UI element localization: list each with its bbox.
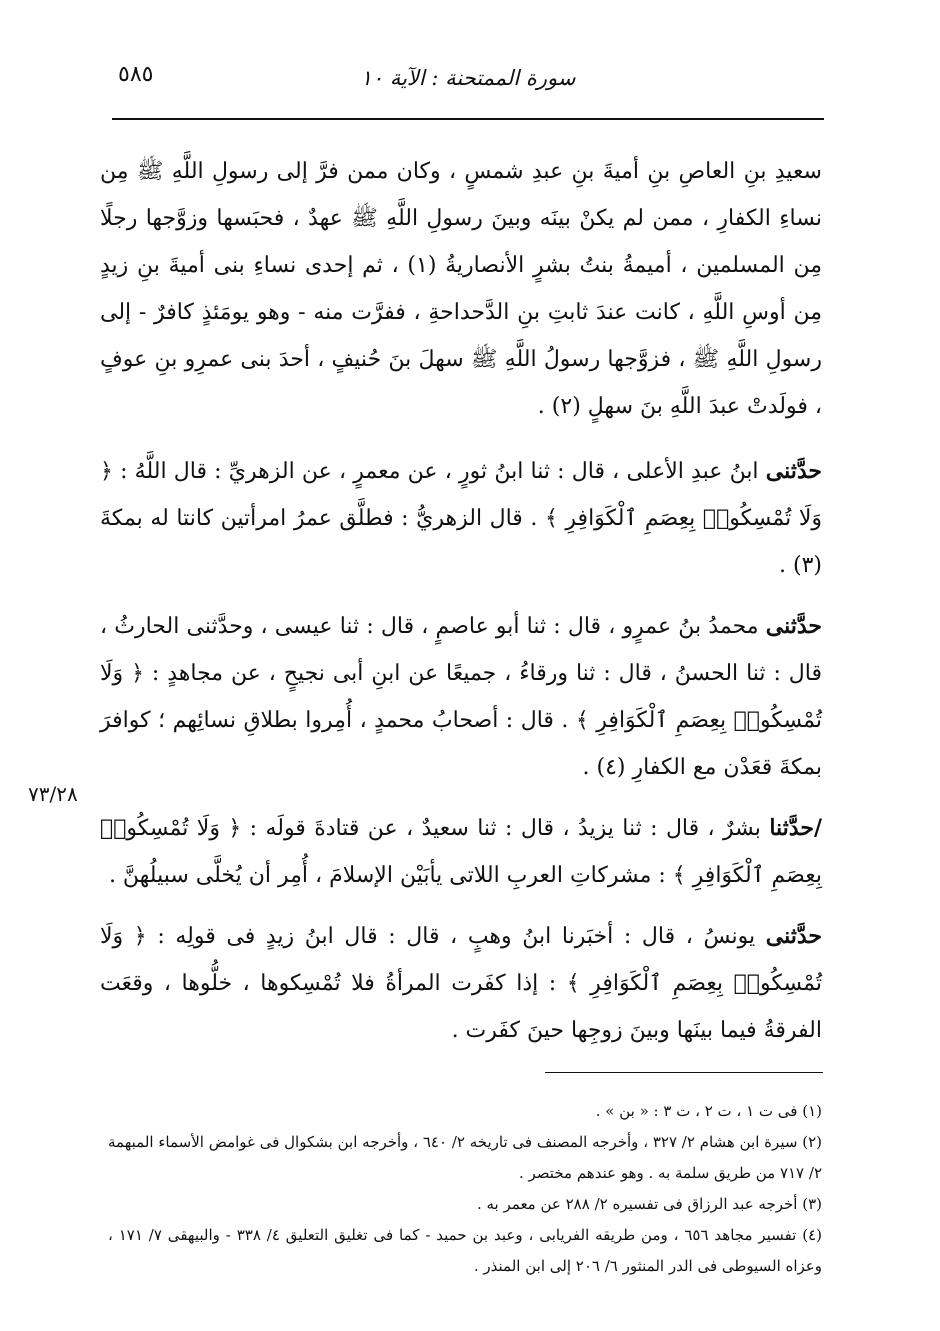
paragraph xyxy=(100,603,822,791)
footnote: (١) فى ت ١ ، ت ٢ ، ت ٣ : « بن » . xyxy=(595,1102,822,1120)
paragraph-text: سعيدِ بنِ العاصِ بنِ أميةَ بنِ عبدِ شمسٍ ، وكان ممن فرَّ إلى رسولِ اللَّهِ ﷺ مِن نساءِ الكفارِ ، ممن لم يكنْ بينَه وبينَ رسولِ اللَّهِ ﷺ عهدٌ ، فحبَسها وزوَّجها رجلًا مِن المسلمين ، أميمةُ بنتُ بشرٍ الأنصاريةُ (١) ، ثم إحدى نساءِ بنى أميةَ بنِ زيدٍ مِن أوسِ اللَّهِ ، كانت عندَ ثابتِ بنِ الدَّحداحةِ ، ففرَّت منه - وهو يومَئذٍ كافرٌ - إلى رسولِ اللَّهِ ﷺ ، فزوَّجها رسولُ اللَّهِ ﷺ سهلَ بنَ حُنيفٍ ، أحدَ بنى عمرِو بنِ عوفٍ ، فولَدتْ عبدَ اللَّهِ بنَ سهلٍ (٢) . xyxy=(100,159,822,419)
paragraph xyxy=(100,805,822,899)
footnote: (٤) تفسير مجاهد ٦٥٦ ، ومن طريقه الفريابى ، وعبد بن حميد - كما فى تغليق التعليق ٤/ ٣٣٨ - والبيهقى ٧/ ١٧١ ، وعزاه السيوطى فى الدر المنثور ٦/ ٢٠٦ إلى ابن المنذر . xyxy=(108,1226,822,1275)
main-text xyxy=(100,148,822,1068)
paragraph-text: بشرٌ ، قال : ثنا يزيدُ ، قال : ثنا سعيدٌ ، عن قتادةَ قولَه : ﴿ وَلَا تُمْسِكُوا۟ بِعِصَمِ ٱلْكَوَافِرِ ﴾ : مشركاتِ العربِ اللاتى يأبَيْن الإسلامَ ، أُمِر أن يُخلَّى سبيلُهنَّ . xyxy=(100,816,822,888)
margin-reference: ٧٣/٢٨ xyxy=(28,782,78,806)
paragraph-lead: حدَّثنى xyxy=(765,458,823,484)
paragraph-lead: حدَّثنى xyxy=(765,613,822,639)
page-number: ٥٨٥ xyxy=(118,62,154,87)
paragraph-text: محمدُ بنُ عمرٍو ، قال : ثنا أبو عاصمٍ ، قال : ثنا عيسى ، وحدَّثنى الحارثُ ، قال : ثنا الحسنُ ، قال : ثنا ورقاءُ ، جميعًا عن ابنِ أبى نجيحٍ ، عن مجاهدٍ : ﴿ وَلَا تُمْسِكُوا۟ بِعِصَمِ ٱلْكَوَافِرِ ﴾ . قال : أصحابُ محمدٍ ، أُمِروا بطلاقِ نسائِهم ؛ كوافرَ بمكةَ قعَدْن مع الكفارِ (٤) . xyxy=(100,614,822,780)
paragraph xyxy=(100,913,822,1054)
paragraph-lead: /حدَّثنا xyxy=(769,815,822,841)
paragraph xyxy=(100,448,822,589)
header-rule xyxy=(112,118,824,120)
paragraph-text: ابنُ عبدِ الأعلى ، قال : ثنا ابنُ ثورٍ ، عن معمرٍ ، عن الزهريِّ : قال اللَّهُ : ﴿ وَلَا تُمْسِكُوا۟ بِعِصَمِ ٱلْكَوَافِرِ ﴾ . قال الزهريُّ : فطلَّق عمرُ امرأتين كانتا له بمكةَ (٣) . xyxy=(100,459,822,578)
footnote: (٢) سيرة ابن هشام ٢/ ٣٢٧ ، وأخرجه المصنف فى تاريخه ٢/ ٦٤٠ ، وأخرجه ابن بشكوال فى غوامض الأسماء المبهمة ٢/ ٧١٧ من طريق سلمة به . وهو عندهم مختصر . xyxy=(108,1133,822,1182)
paragraph-lead: حدَّثنى xyxy=(765,923,822,949)
page-header xyxy=(112,56,824,96)
footnotes xyxy=(108,1096,822,1282)
paragraph xyxy=(100,148,822,430)
footnote: (٣) أخرجه عبد الرزاق فى تفسيره ٢/ ٢٨٨ عن معمر به . xyxy=(476,1195,822,1213)
running-head: سورة الممتحنة : الآية ١٠ xyxy=(360,66,576,90)
paragraph-text: يونسُ ، قال : أخبَرنا ابنُ وهبٍ ، قال : قال ابنُ زيدٍ فى قولِه : ﴿ وَلَا تُمْسِكُوا۟ بِعِصَمِ ٱلْكَوَافِرِ ﴾ : إذا كفَرت المرأةُ فلا تُمْسِكوها ، خلُّوها ، وقعَت الفرقةُ فيما بينَها وبينَ زوجِها حينَ كفَرت . xyxy=(100,924,822,1043)
footnote-rule xyxy=(545,1072,823,1073)
